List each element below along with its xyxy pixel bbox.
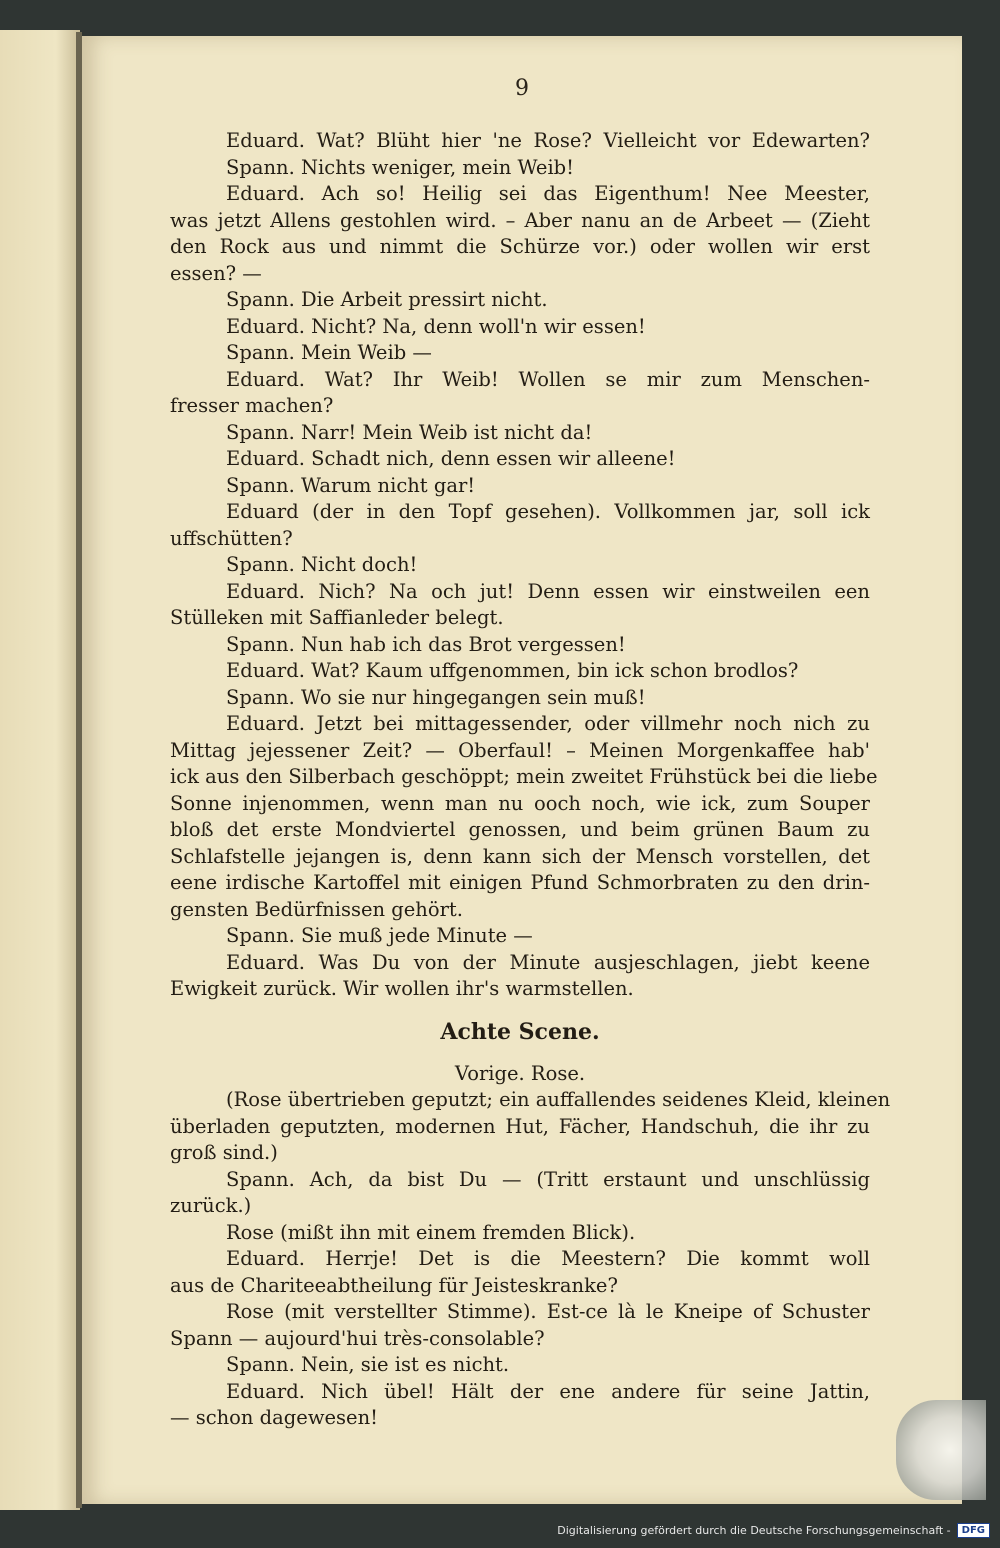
text-line: Eduard. Nicht? Na, denn woll'n wir essen!: [226, 314, 646, 338]
text-line: zurück.): [170, 1194, 252, 1217]
dialogue-block: [170, 128, 878, 1003]
text-line: gensten Bedürfnissen gehört.: [170, 897, 463, 921]
text-line: Ewigkeit zurück. Wir wollen ihr's warmstellen.: [170, 977, 634, 1000]
text-line: groß sind.): [170, 1141, 278, 1164]
text-line: Eduard. Wat? Kaum uffgenommen, bin ick schon brodlos?: [226, 659, 799, 682]
text-line: Mittag jejessener Zeit? — Oberfaul! – Meinen Morgenkaffee hab': [170, 738, 870, 762]
text-line: Stülleken mit Saffianleder belegt.: [170, 606, 504, 629]
text-line: Spann. Nicht doch!: [226, 553, 418, 576]
text-line: Spann. Wo sie nur hingegangen sein muß!: [226, 685, 646, 709]
text-line: was jetzt Allens gestohlen wird. – Aber nanu an de Arbeet — (Zieht: [170, 208, 870, 232]
text-line: ick aus den Silberbach geschöppt; mein zweitet Frühstück bei die liebe: [170, 765, 878, 788]
text-line: Eduard. Was Du von der Minute ausjeschlagen, jiebt keene: [226, 950, 870, 974]
text-line: Eduard. Nich? Na och jut! Denn essen wir einstweilen een: [226, 579, 870, 603]
book-page: [82, 36, 962, 1504]
text-line: aus de Chariteeabtheilung für Jeisteskranke?: [170, 1273, 618, 1297]
facing-page: [0, 30, 80, 1510]
text-line: Spann — aujourd'hui très-consolable?: [170, 1326, 545, 1350]
footer-text: Digitalisierung gefördert durch die Deutsche Forschungsgemeinschaft -: [557, 1524, 951, 1537]
text-line: Schlafstelle jejangen is, denn kann sich der Mensch vorstellen, det: [170, 844, 870, 868]
text-line: fresser machen?: [170, 394, 334, 417]
text-line: Spann. Sie muß jede Minute —: [226, 924, 533, 947]
text-line: Eduard. Jetzt bei mittagessender, oder villmehr noch nich zu: [226, 712, 870, 735]
text-line: Spann. Nein, sie ist es nicht.: [226, 1353, 510, 1376]
text-line: bloß det erste Mondviertel genossen, und beim grünen Baum zu: [170, 818, 870, 841]
text-line: eene irdische Kartoffel mit einigen Pfund Schmorbraten zu den drin-: [170, 871, 870, 894]
text-line: Spann. Ach, da bist Du — (Tritt erstaunt und unschlüssig: [226, 1167, 870, 1191]
footer: [557, 1523, 990, 1538]
text-line: Eduard. Ach so! Heilig sei das Eigenthum! Nee Meester,: [226, 182, 870, 205]
text-line: Spann. Nun hab ich das Brot vergessen!: [226, 632, 626, 656]
text-line: Rose (mißt ihn mit einem fremden Blick).: [226, 1220, 636, 1244]
page-number: 9: [515, 76, 529, 101]
text-line: Sonne injenommen, wenn man nu ooch noch, wie ick, zum Souper: [170, 791, 870, 815]
text-line: uffschütten?: [170, 526, 293, 550]
text-line: Rose (mit verstellter Stimme). Est-ce là le Kneipe of Schuster: [226, 1300, 870, 1323]
text-line: Eduard (der in den Topf gesehen). Vollkommen jar, soll ick: [226, 500, 870, 523]
text-line: essen? —: [170, 261, 262, 285]
text-line: überladen geputzten, modernen Hut, Fächer, Handschuh, die ihr zu: [170, 1114, 870, 1138]
scene-characters: Vorige. Rose.: [454, 1061, 586, 1085]
text-line: Spann. Warum nicht gar!: [226, 473, 476, 497]
text-line: Eduard. Wat? Blüht hier 'ne Rose? Vielleicht vor Edewarten?: [226, 129, 870, 152]
scene-heading: Achte Scene.: [440, 1018, 600, 1045]
text-line: Spann. Die Arbeit pressirt nicht.: [226, 288, 548, 311]
dfg-logo: DFG: [957, 1523, 990, 1538]
binder-ring: [896, 1400, 986, 1500]
text-line: Spann. Mein Weib —: [226, 341, 432, 364]
text-line: Eduard. Herrje! Det is die Meestern? Die kommt woll: [226, 1247, 870, 1270]
text-line: — schon dagewesen!: [170, 1406, 378, 1429]
text-line: Eduard. Schadt nich, denn essen wir alleene!: [226, 447, 676, 470]
text-line: Eduard. Wat? Ihr Weib! Wollen se mir zum Menschen-: [226, 367, 870, 391]
page-text: [170, 128, 891, 1432]
text-line: (Rose übertrieben geputzt; ein auffallendes seidenes Kleid, kleinen: [226, 1088, 891, 1111]
dialogue-block: [170, 1087, 891, 1432]
text-line: Eduard. Nich übel! Hält der ene andere für seine Jattin,: [226, 1379, 870, 1403]
text-line: den Rock aus und nimmt die Schürze vor.) oder wollen wir erst: [170, 235, 870, 258]
text-line: Spann. Nichts weniger, mein Weib!: [226, 155, 575, 179]
text-line: Spann. Narr! Mein Weib ist nicht da!: [226, 420, 593, 444]
